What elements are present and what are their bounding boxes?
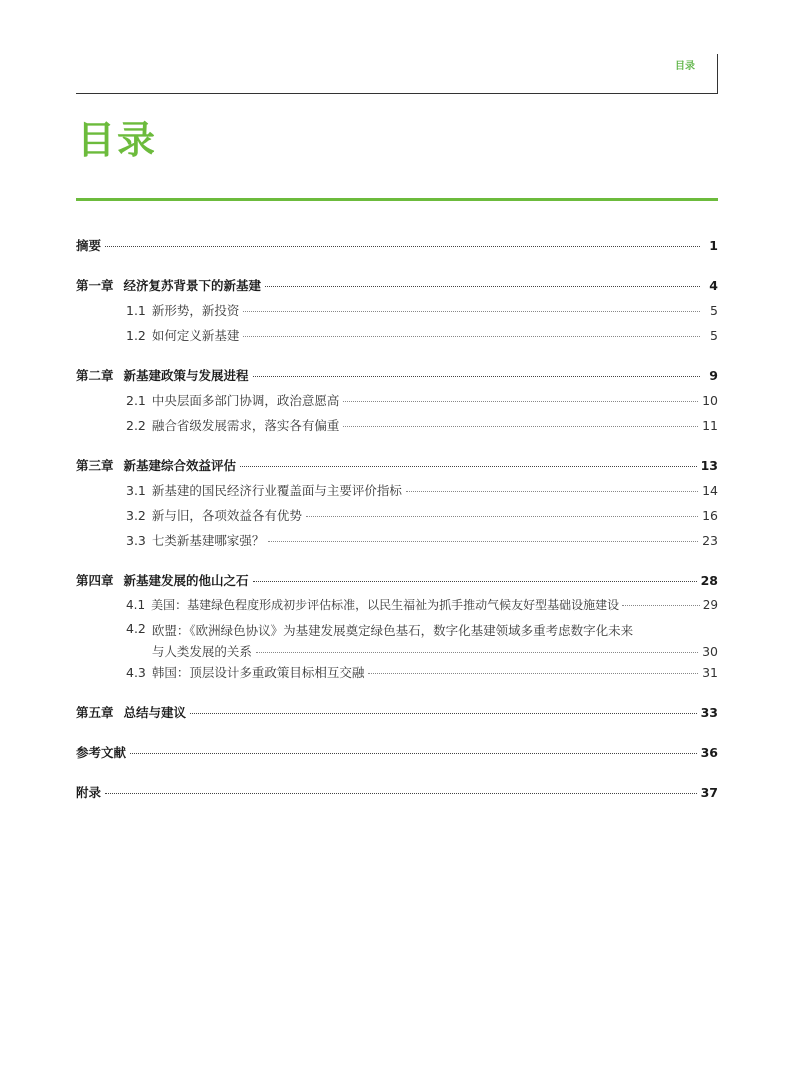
toc-entry-4-3[interactable]: [76, 663, 718, 688]
section-title-line1: 欧盟：《欧洲绿色协议》为基建发展奠定绿色基石，数字化基建领域多重考虑数字化未来: [151, 623, 634, 638]
chapter-number: 第一章: [76, 278, 114, 293]
chapter-title: 新基建综合效益评估: [123, 458, 237, 473]
section-title: 美国：基建绿色程度形成初步评估标准，以民生福祉为抓手推动气候友好型基础设施建设: [151, 598, 620, 612]
section-title: 中央层面多部门协调，政治意愿高: [151, 393, 340, 408]
toc-entry-references[interactable]: [76, 743, 718, 768]
running-header-title: 目录: [675, 61, 695, 72]
toc-entry-chapter-3[interactable]: [76, 456, 718, 481]
dot-leader: [268, 541, 698, 542]
section-title: 新与旧，各项效益各有优势: [151, 508, 302, 523]
section-number: 1.1: [126, 303, 146, 318]
chapter-title: 经济复苏背景下的新基建: [123, 278, 262, 293]
toc-page: 5: [710, 328, 718, 343]
toc-page: 9: [709, 368, 718, 383]
toc-entry-3-2[interactable]: [76, 506, 718, 531]
toc-entry-4-1[interactable]: [76, 596, 718, 621]
chapter-title: 总结与建议: [123, 705, 187, 720]
toc-page: 30: [702, 644, 718, 659]
toc-page: 1: [709, 238, 718, 253]
dot-leader: [105, 793, 697, 794]
dot-leader: [622, 605, 700, 606]
dot-leader: [256, 652, 698, 653]
dot-leader: [368, 673, 698, 674]
section-title: 新形势，新投资: [151, 303, 240, 318]
section-number: 1.2: [126, 328, 146, 343]
dot-leader: [243, 311, 700, 312]
chapter-number: 第四章: [76, 573, 114, 588]
section-number: 4.2: [126, 621, 146, 636]
toc-page: 14: [702, 483, 718, 498]
toc-page: 23: [702, 533, 718, 548]
section-number: 4.3: [126, 665, 146, 680]
toc-label: 附录: [76, 785, 102, 800]
section-number: 2.2: [126, 418, 146, 433]
dot-leader: [243, 336, 700, 337]
dot-leader: [105, 246, 700, 247]
toc-entry-3-1[interactable]: [76, 481, 718, 506]
toc-entry-2-2[interactable]: [76, 416, 718, 441]
dot-leader: [306, 516, 698, 517]
section-number: 4.1: [126, 598, 146, 612]
section-number: 3.3: [126, 533, 146, 548]
section-title: 新基建的国民经济行业覆盖面与主要评价指标: [151, 483, 402, 498]
chapter-number: 第二章: [76, 368, 114, 383]
toc-page: 33: [700, 705, 718, 720]
toc-entry-chapter-2[interactable]: [76, 366, 718, 391]
dot-leader: [406, 491, 698, 492]
chapter-title: 新基建发展的他山之石: [123, 573, 249, 588]
toc-page: 37: [700, 785, 718, 800]
section-title: 七类新基建哪家强？: [151, 533, 265, 548]
toc-label: 摘要: [76, 238, 102, 253]
toc-page: 11: [702, 418, 718, 433]
toc-entry-1-2[interactable]: [76, 326, 718, 351]
chapter-number: 第三章: [76, 458, 114, 473]
section-title: 如何定义新基建: [151, 328, 240, 343]
toc-entry-chapter-5[interactable]: [76, 703, 718, 728]
dot-leader: [253, 581, 697, 582]
page-title: 目录: [77, 118, 158, 162]
toc-entry-4-2[interactable]: [76, 621, 718, 663]
section-title: 韩国：顶层设计多重政策目标相互交融: [151, 665, 365, 680]
toc-page: 29: [702, 598, 718, 612]
toc-entry-abstract[interactable]: [76, 236, 718, 261]
toc-label: 参考文献: [76, 745, 127, 760]
dot-leader: [240, 466, 697, 467]
dot-leader: [265, 286, 700, 287]
toc-page: 10: [702, 393, 718, 408]
section-number: 2.1: [126, 393, 146, 408]
section-number: 3.1: [126, 483, 146, 498]
dot-leader: [130, 753, 697, 754]
section-number: 3.2: [126, 508, 146, 523]
toc-page: 16: [702, 508, 718, 523]
title-divider: [76, 198, 718, 201]
dot-leader: [343, 401, 698, 402]
toc-entry-2-1[interactable]: [76, 391, 718, 416]
toc-entry-appendix[interactable]: [76, 783, 718, 808]
toc-entry-chapter-1[interactable]: [76, 276, 718, 301]
dot-leader: [253, 376, 700, 377]
table-of-contents: [76, 236, 718, 808]
running-header: [76, 54, 718, 94]
toc-page: 31: [702, 665, 718, 680]
section-title: 融合省级发展需求，落实各有偏重: [151, 418, 340, 433]
toc-page: 28: [700, 573, 718, 588]
toc-entry-1-1[interactable]: [76, 301, 718, 326]
toc-page: 13: [700, 458, 718, 473]
toc-entry-chapter-4[interactable]: [76, 571, 718, 596]
toc-page: 36: [700, 745, 718, 760]
chapter-title: 新基建政策与发展进程: [123, 368, 249, 383]
dot-leader: [343, 426, 698, 427]
chapter-number: 第五章: [76, 705, 114, 720]
dot-leader: [190, 713, 697, 714]
toc-page: 5: [710, 303, 718, 318]
section-title-line2: 与人类发展的关系: [151, 644, 252, 659]
toc-entry-3-3[interactable]: [76, 531, 718, 556]
toc-page: 4: [709, 278, 718, 293]
